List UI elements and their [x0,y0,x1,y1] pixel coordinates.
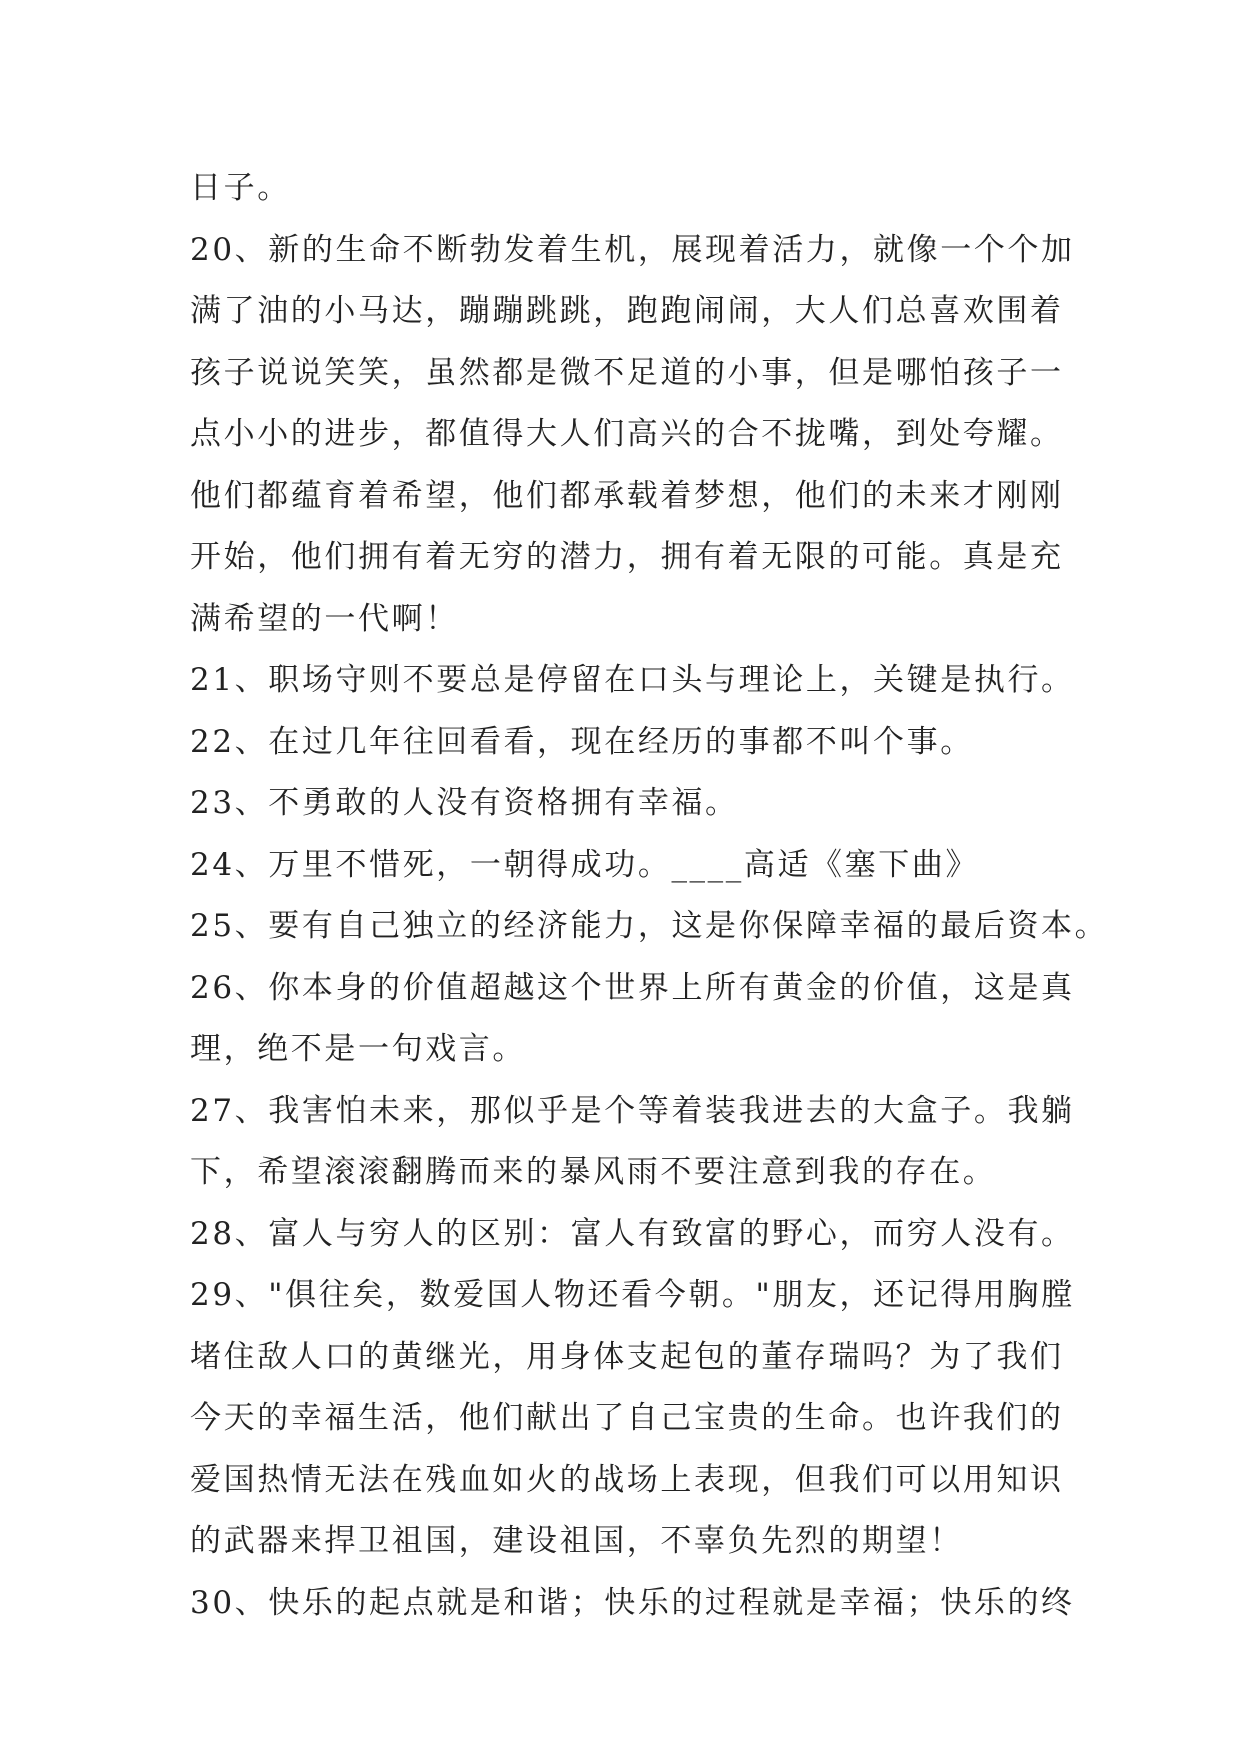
text-line: 开始，他们拥有着无穷的潜力，拥有着无限的可能。真是充 [190,539,1064,575]
document-body [190,158,1109,1634]
text-line: 23、不勇敢的人没有资格拥有幸福。 [190,785,739,821]
text-line: 下，希望滚滚翻腾而来的暴风雨不要注意到我的存在。 [190,1154,997,1190]
text-line: 25、要有自己独立的经济能力，这是你保障幸福的最后资本。 [190,908,1109,944]
text-line: 29、"俱往矣，数爱国人物还看今朝。"朋友，还记得用胸膛 [190,1277,1075,1313]
text-line: 30、快乐的起点就是和谐；快乐的过程就是幸福；快乐的终 [190,1584,1075,1621]
text-line: 21、职场守则不要总是停留在口头与理论上，关键是执行。 [190,662,1075,698]
text-line: 堵住敌人口的黄继光，用身体支起包的董存瑞吗？为了我们 [190,1338,1064,1375]
text-line: 他们都蕴育着希望，他们都承载着梦想，他们的未来才刚刚 [190,477,1064,514]
text-line: 满希望的一代啊！ [190,600,459,637]
text-line: 孩子说说笑笑，虽然都是微不足道的小事，但是哪怕孩子一 [190,354,1064,391]
text-line: 26、你本身的价值超越这个世界上所有黄金的价值，这是真 [190,969,1075,1006]
text-line: 24、万里不惜死，一朝得成功。____高适《塞下曲》 [190,846,980,883]
text-line: 28、富人与穷人的区别：富人有致富的野心，而穷人没有。 [190,1215,1075,1252]
text-line: 满了油的小马达，蹦蹦跳跳，跑跑闹闹，大人们总喜欢围着 [190,293,1064,329]
text-line: 今天的幸福生活，他们献出了自己宝贵的生命。也许我们的 [190,1400,1064,1436]
text-line: 27、我害怕未来，那似乎是个等着装我进去的大盒子。我躺 [190,1092,1075,1129]
text-line: 22、在过几年往回看看，现在经历的事都不叫个事。 [190,723,974,760]
text-line: 20、新的生命不断勃发着生机，展现着活力，就像一个个加 [190,231,1075,268]
text-line: 的武器来捍卫祖国，建设祖国，不辜负先烈的期望！ [190,1523,963,1559]
text-line: 爱国热情无法在残血如火的战场上表现，但我们可以用知识 [190,1461,1064,1498]
text-line: 点小小的进步，都值得大人们高兴的合不拢嘴，到处夸耀。 [190,416,1064,452]
text-line: 理，绝不是一句戏言。 [190,1031,526,1067]
text-line: 日子。 [190,170,291,206]
